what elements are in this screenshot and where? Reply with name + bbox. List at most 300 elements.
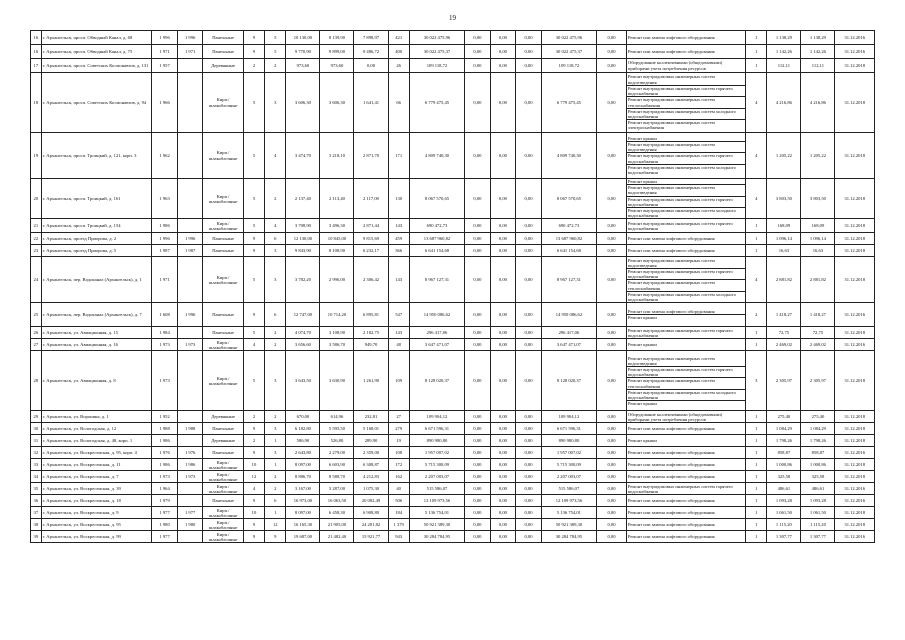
private-area-cell: 1 075,30 [354,483,388,495]
max-unit-cost-cell: 2 469,02 [801,339,835,351]
residents-cell: 130 [388,179,409,219]
municipal-funds-cell: 0,00 [516,495,542,507]
year-built-cell: 1 962 [152,133,178,179]
table-row [31,351,875,411]
federal-funds-cell: 0,00 [465,179,491,219]
municipal-funds-cell: 0,00 [516,519,542,531]
max-unit-cost-cell: 1 138,29 [801,31,835,45]
entrances-cell: 3 [265,351,286,411]
work-item: Ремонт внутридомовых инженерных систем теплоснабжения [627,97,745,108]
wall-material-cell: Панельные [203,245,243,257]
deadline-cell: 31.12.2016 [835,531,875,543]
work-item: Ремонт крыши [627,438,657,444]
max-unit-cost-cell: 112,11 [801,59,835,73]
row-number: 17 [31,59,42,73]
regional-funds-cell: 0,00 [490,495,516,507]
floors-cell: 9 [243,519,264,531]
wall-material-cell: Панельные [203,423,243,435]
work-item: Оборудование коллективными (общедомовыми) приборами учета потребления ресурсов [627,411,723,422]
deadline-cell: 31.12.2018 [835,219,875,233]
total-area-cell: 12 130,00 [286,233,320,245]
work-count-cell: 1 [746,339,767,351]
municipal-funds-cell: 0,00 [516,483,542,495]
living-area-cell: 3 108,90 [320,327,354,339]
total-cost-cell: 296 417,06 [409,327,464,339]
work-count-cell: 1 [746,459,767,471]
deadline-cell: 31.12.2016 [835,447,875,459]
year-commissioned-cell [177,327,203,339]
table-row [31,483,875,495]
year-built-cell: 1 973 [152,339,178,351]
fraction-cell: 0,00 [597,423,627,435]
federal-funds-cell: 0,00 [465,519,491,531]
year-commissioned-cell: 1 977 [177,507,203,519]
work-count-cell: 1 [746,507,767,519]
year-commissioned-cell: 1 980 [177,519,203,531]
municipal-funds-cell: 0,00 [516,179,542,219]
row-number: 36 [31,495,42,507]
entrances-cell: 2 [265,339,286,351]
deadline-cell: 31.12.2018 [835,59,875,73]
federal-funds-cell: 0,00 [465,133,491,179]
row-number: 28 [31,351,42,411]
total-cost-cell: 6 641 154,68 [409,245,464,257]
owner-funds-cell: 890 980,80 [541,435,596,447]
living-area-cell: 6 458,30 [320,507,354,519]
entrances-cell: 3 [265,257,286,303]
year-built-cell: 1 986 [152,435,178,447]
residents-cell: 400 [388,45,409,59]
wall-material-cell: Кирп./ шлакоблочные [203,133,243,179]
owner-funds-cell: 14 950 086,62 [541,303,596,327]
year-built-cell: 1 996 [152,233,178,245]
residents-cell: 109 [388,351,409,411]
federal-funds-cell: 0,00 [465,31,491,45]
year-built-cell: 1 986 [152,459,178,471]
deadline-cell: 31.12.2018 [835,423,875,435]
entrances-cell: 2 [265,471,286,483]
works-cell [626,339,745,351]
total-area-cell: 586,90 [286,435,320,447]
federal-funds-cell: 0,00 [465,45,491,59]
year-built-cell: 1 608 [152,303,178,327]
living-area-cell: 3 218,10 [320,133,354,179]
max-unit-cost-cell: 1 798,26 [801,435,835,447]
work-item: Ремонт внутридомовых инженерных систем теплоснабжения [627,280,745,291]
living-area-cell: 8 139,90 [320,31,354,45]
federal-funds-cell: 0,00 [465,483,491,495]
total-cost-cell: 14 950 086,62 [409,303,464,327]
wall-material-cell: Панельные [203,303,243,327]
row-number: 34 [31,471,42,483]
total-cost-cell: 109 904,12 [409,411,464,423]
address-cell: г. Архангельск, проезд Приорова, д. 2 [41,233,152,245]
owner-funds-cell: 30 284 784,95 [541,531,596,543]
max-unit-cost-cell: 1 115,20 [801,519,835,531]
owner-funds-cell: 296 417,06 [541,327,596,339]
deadline-cell: 31.12.2018 [835,133,875,179]
total-area-cell: 670,00 [286,411,320,423]
fraction-cell: 0,00 [597,483,627,495]
year-commissioned-cell [177,411,203,423]
work-item: Ремонт внутридомовых инженерных систем теплоснабжения [627,378,745,389]
fraction-cell: 0,00 [597,245,627,257]
private-area-cell: 4 212,83 [354,471,388,483]
living-area-cell: 9 899,00 [320,45,354,59]
address-cell: г. Архангельск, ул. Воскресенская, д. 11 [41,459,152,471]
fraction-cell: 0,00 [597,411,627,423]
address-cell: г. Архангельск, просп. Советских Космонавтов, д. 131 [41,59,152,73]
fraction-cell: 0,00 [597,531,627,543]
work-item: Ремонт внутридомовых инженерных систем водоотведения [627,258,745,269]
deadline-cell: 31.12.2016 [835,45,875,59]
owner-funds-cell: 2 207 003,07 [541,471,596,483]
federal-funds-cell: 0,00 [465,59,491,73]
residents-cell: 162 [388,471,409,483]
entrances-cell: 1 [265,507,286,519]
regional-funds-cell: 0,00 [490,179,516,219]
private-area-cell: 9 486,72 [354,45,388,59]
living-area-cell: 5 595,50 [320,423,354,435]
private-area-cell: 949,70 [354,339,388,351]
total-area-cell: 9 843,90 [286,245,320,257]
entrances-cell: 2 [265,59,286,73]
owner-funds-cell: 515 586,07 [541,483,596,495]
fraction-cell: 0,00 [597,351,627,411]
work-count-cell: 3 [746,351,767,411]
municipal-funds-cell: 0,00 [516,531,542,543]
unit-cost-cell: 1 093,28 [767,495,801,507]
deadline-cell: 31.12.2018 [835,73,875,133]
unit-cost-cell: 858,87 [767,447,801,459]
max-unit-cost-cell: 1 307,77 [801,531,835,543]
floors-cell: 9 [243,31,264,45]
total-area-cell: 6 182,80 [286,423,320,435]
total-cost-cell: 5 136 754,01 [409,507,464,519]
municipal-funds-cell: 0,00 [516,59,542,73]
work-item: Ремонт или замена лифтового оборудования [627,248,715,254]
total-area-cell: 3 474,70 [286,133,320,179]
floors-cell: 4 [243,339,264,351]
year-built-cell: 1 963 [152,179,178,219]
row-number: 16 [31,31,42,45]
owner-funds-cell: 8 067 570,65 [541,179,596,219]
year-commissioned-cell: 1 987 [177,245,203,257]
total-cost-cell: 690 472,73 [409,219,464,233]
total-cost-cell: 12 109 973,56 [409,495,464,507]
works-cell [626,257,745,303]
row-number: 30 [31,423,42,435]
total-area-cell: 3 167,00 [286,483,320,495]
unit-cost-cell: 486,61 [767,483,801,495]
max-unit-cost-cell: 1 093,28 [801,495,835,507]
address-cell: г. Архангельск, ул. Воскресенская, д. 39 [41,483,152,495]
max-unit-cost-cell: 1 000,86 [801,459,835,471]
federal-funds-cell: 0,00 [465,471,491,483]
address-cell: г. Архангельск, ул. Воскресенская, д. 9 [41,507,152,519]
table-row [31,339,875,351]
municipal-funds-cell: 0,00 [516,257,542,303]
unit-cost-cell: 3 803,50 [767,179,801,219]
owner-funds-cell: 6 671 596,31 [541,423,596,435]
work-item: Ремонт внутридомовых инженерных систем холодного водоснабжения [627,390,745,401]
table-row [31,531,875,543]
floors-cell: 2 [243,59,264,73]
municipal-funds-cell: 0,00 [516,411,542,423]
year-commissioned-cell: 1 996 [177,31,203,45]
private-area-cell: 6 232,17 [354,245,388,257]
regional-funds-cell: 0,00 [490,219,516,233]
year-commissioned-cell: 1 973 [177,339,203,351]
wall-material-cell: Кирп./ шлакоблочные [203,219,243,233]
year-built-cell: 1 952 [152,411,178,423]
unit-cost-cell: 1 798,26 [767,435,801,447]
year-built-cell: 1 988 [152,423,178,435]
private-area-cell: 2 871,44 [354,219,388,233]
fraction-cell: 0,00 [597,495,627,507]
address-cell: г. Архангельск, ул. Воскресенская, д. 95, корп. 4 [41,447,152,459]
works-cell [626,351,745,411]
fraction-cell: 0,00 [597,219,627,233]
work-count-cell: 4 [746,179,767,219]
year-built-cell: 1 966 [152,73,178,133]
private-area-cell: 20 082,49 [354,495,388,507]
wall-material-cell: Кирп./ шлакоблочные [203,519,243,531]
federal-funds-cell: 0,00 [465,303,491,327]
owner-funds-cell: 109 904,12 [541,411,596,423]
wall-material-cell: Кирп./ шлакоблочные [203,507,243,519]
wall-material-cell: Кирп./ шлакоблочные [203,471,243,483]
fraction-cell: 0,00 [597,507,627,519]
work-item: Ремонт или замена лифтового оборудования [627,48,715,54]
wall-material-cell: Кирп./ шлакоблочные [203,531,243,543]
year-commissioned-cell [177,435,203,447]
owner-funds-cell: 6 641 154,68 [541,245,596,257]
municipal-funds-cell: 0,00 [516,447,542,459]
table-row [31,471,875,483]
owner-funds-cell: 30 022 475,96 [541,31,596,45]
fraction-cell: 0,00 [597,133,627,179]
wall-material-cell: Кирп./ шлакоблочные [203,257,243,303]
private-area-cell: 1 641,41 [354,73,388,133]
year-commissioned-cell [177,179,203,219]
wall-material-cell: Деревянные [203,411,243,423]
work-count-cell: 1 [746,495,767,507]
work-count-cell: 1 [746,447,767,459]
entrances-cell: 3 [265,245,286,257]
table-row [31,73,875,133]
regional-funds-cell: 0,00 [490,45,516,59]
max-unit-cost-cell: 3 803,50 [801,179,835,219]
work-count-cell: 1 [746,327,767,339]
year-built-cell: 1 973 [152,471,178,483]
entrances-cell: 6 [265,495,286,507]
max-unit-cost-cell: 16,63 [801,245,835,257]
total-cost-cell: 30 284 784,95 [409,531,464,543]
work-item: Ремонт внутридомовых инженерных систем холодного водоснабжения [627,164,736,175]
works-cell [626,179,745,219]
work-item: Ремонт или замена лифтового оборудования [627,462,715,468]
unit-cost-cell: 2 469,02 [767,339,801,351]
max-unit-cost-cell: 486,61 [801,483,835,495]
floors-cell: 9 [243,531,264,543]
row-number: 21 [31,219,42,233]
work-item: Ремонт внутридомовых инженерных систем водоотведения [627,142,745,153]
row-number: 32 [31,447,42,459]
address-cell: г. Архангельск, просп. Троицкий, д. 154 [41,219,152,233]
deadline-cell: 31.12.2018 [835,519,875,531]
work-item: Ремонт или замена лифтового оборудования [627,534,715,540]
unit-cost-cell: 168,09 [767,219,801,233]
deadline-cell: 31.12.2018 [835,233,875,245]
owner-funds-cell: 5 136 754,01 [541,507,596,519]
private-area-cell: 289,90 [354,435,388,447]
fraction-cell: 0,00 [597,471,627,483]
work-item: Ремонт или замена лифтового оборудования [627,426,715,432]
total-cost-cell: 50 921 389,30 [409,519,464,531]
entrances-cell: 12 [265,519,286,531]
owner-funds-cell: 1 957 007,02 [541,447,596,459]
total-cost-cell: 890 980,80 [409,435,464,447]
work-count-cell: 1 [746,31,767,45]
entrances-cell: 2 [265,179,286,219]
fraction-cell: 0,00 [597,447,627,459]
total-cost-cell: 6 671 596,31 [409,423,464,435]
private-area-cell: 7 898,97 [354,31,388,45]
wall-material-cell: Панельные [203,45,243,59]
address-cell: г. Архангельск, ул. Воскресенская, д. 18 [41,495,152,507]
works-cell [626,459,745,471]
unit-cost-cell: 1 115,20 [767,519,801,531]
deadline-cell: 31.12.2016 [835,31,875,45]
work-item: Ремонт внутридомовых инженерных систем холодного водоснабжения [627,208,736,219]
owner-funds-cell: 109 118,72 [541,59,596,73]
residents-cell: 184 [388,507,409,519]
federal-funds-cell: 0,00 [465,351,491,411]
total-cost-cell: 30 022 475,96 [409,31,464,45]
row-number: 33 [31,459,42,471]
address-cell: г. Архангельск, просп. Троицкий, д. 121, корп. 3 [41,133,152,179]
total-area-cell: 973,60 [286,59,320,73]
unit-cost-cell: 1 000,86 [767,459,801,471]
total-cost-cell: 6 779 475,45 [409,73,464,133]
regional-funds-cell: 0,00 [490,351,516,411]
address-cell: г. Архангельск, просп. Троицкий, д. 161 [41,179,152,219]
residents-cell: 366 [388,245,409,257]
work-item: Ремонт внутридомовых инженерных систем горячего водоснабжения [627,483,733,494]
year-built-cell: 1 976 [152,447,178,459]
unit-cost-cell: 1 096,14 [767,233,801,245]
work-count-cell: 1 [746,519,767,531]
regional-funds-cell: 0,00 [490,59,516,73]
total-cost-cell: 8 967 127,31 [409,257,464,303]
max-unit-cost-cell: 275,40 [801,411,835,423]
works-cell [626,245,745,257]
max-unit-cost-cell: 1 142,26 [801,45,835,59]
floors-cell: 10 [243,507,264,519]
year-built-cell: 1 996 [152,31,178,45]
total-cost-cell: 8 128 020,37 [409,351,464,411]
floors-cell: 5 [243,257,264,303]
year-built-cell: 1 984 [152,327,178,339]
federal-funds-cell: 0,00 [465,495,491,507]
residents-cell: 1 379 [388,519,409,531]
municipal-funds-cell: 0,00 [516,133,542,179]
deadline-cell: 31.12.2018 [835,435,875,447]
municipal-funds-cell: 0,00 [516,45,542,59]
federal-funds-cell: 0,00 [465,327,491,339]
living-area-cell: 3 287,00 [320,483,354,495]
entrances-cell: 5 [265,45,286,59]
floors-cell: 5 [243,133,264,179]
work-item: Ремонт крыши [627,342,657,348]
total-area-cell: 2 137,40 [286,179,320,219]
unit-cost-cell: 1 142,26 [767,45,801,59]
work-item: Ремонт или замена лифтового оборудования [627,474,715,480]
address-cell: г. Архангельск, ул. Воскресенская, д. 95 [41,519,152,531]
entrances-cell: 4 [265,219,286,233]
living-area-cell: 526,80 [320,435,354,447]
living-area-cell: 2 279,00 [320,447,354,459]
year-commissioned-cell [177,219,203,233]
living-area-cell: 3 630,90 [320,351,354,411]
floors-cell: 12 [243,471,264,483]
work-count-cell: 1 [746,45,767,59]
work-count-cell: 1 [746,531,767,543]
unit-cost-cell: 2 305,97 [767,351,801,411]
year-commissioned-cell [177,483,203,495]
work-count-cell: 1 [746,59,767,73]
total-cost-cell: 515 586,07 [409,483,464,495]
regional-funds-cell: 0,00 [490,519,516,531]
year-built-cell: 1 980 [152,519,178,531]
address-cell: г. Архангельск, ул. Вологодская, д. 48, корп. 1 [41,435,152,447]
wall-material-cell: Панельные [203,31,243,45]
works-cell [626,31,745,45]
fraction-cell: 0,00 [597,73,627,133]
year-commissioned-cell: 1 976 [177,447,203,459]
regional-funds-cell: 0,00 [490,245,516,257]
municipal-funds-cell: 0,00 [516,507,542,519]
regional-funds-cell: 0,00 [490,73,516,133]
unit-cost-cell: 325,58 [767,471,801,483]
entrances-cell: 2 [265,411,286,423]
row-number: 23 [31,245,42,257]
table-row [31,179,875,219]
row-number: 38 [31,519,42,531]
unit-cost-cell: 1 138,29 [767,31,801,45]
work-count-cell: 1 [746,423,767,435]
row-number: 39 [31,531,42,543]
municipal-funds-cell: 0,00 [516,423,542,435]
living-area-cell: 10 714,20 [320,303,354,327]
work-count-cell: 4 [746,133,767,179]
living-area-cell: 21 482,40 [320,531,354,543]
work-item: Ремонт внутридомовых инженерных систем электроснабжения [627,120,715,131]
entrances-cell: 3 [265,423,286,435]
max-unit-cost-cell: 2 305,97 [801,351,835,411]
fraction-cell: 0,00 [597,59,627,73]
work-item: Ремонт внутридомовых инженерных систем горячего водоснабжения [627,269,745,280]
regional-funds-cell: 0,00 [490,435,516,447]
deadline-cell: 31.12.2018 [835,327,875,339]
entrances-cell: 6 [265,303,286,327]
federal-funds-cell: 0,00 [465,233,491,245]
fraction-cell: 0,00 [597,303,627,327]
works-cell [626,423,745,435]
year-commissioned-cell: 1 973 [177,471,203,483]
federal-funds-cell: 0,00 [465,423,491,435]
